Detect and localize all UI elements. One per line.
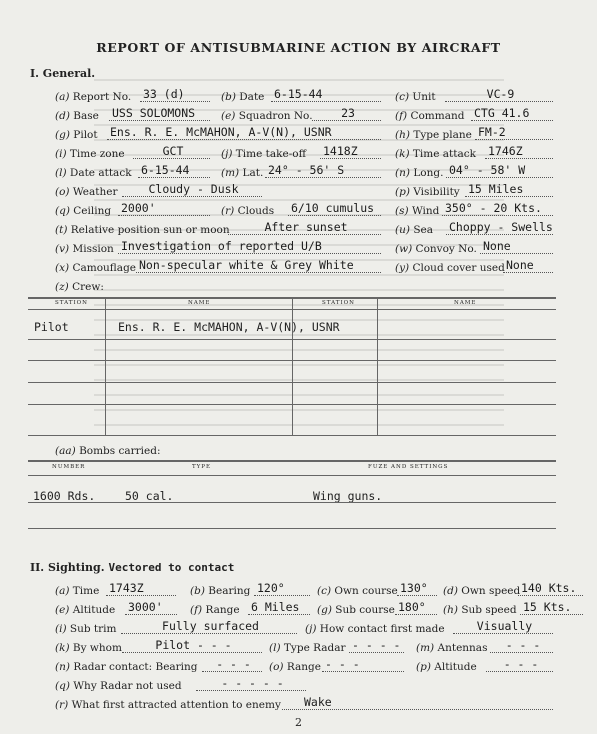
date-label: (b) Date	[221, 91, 265, 103]
altitude-label: (e) Altitude	[55, 604, 116, 616]
own-course-label: (c) Own course	[317, 585, 398, 597]
contact-method-label: (j) How contact first made	[305, 623, 445, 635]
bombs-header-rule	[28, 475, 556, 476]
sea-field[interactable]: Choppy - Swells	[446, 221, 553, 235]
own-speed-field[interactable]: 140 Kts.	[518, 582, 583, 596]
crew-header-name-2: NAME	[454, 300, 477, 306]
type-radar-label: (l) Type Radar	[269, 642, 346, 654]
crew-label: (z) Crew:	[55, 281, 104, 293]
ceiling-label: (q) Ceiling	[55, 205, 112, 217]
time-attack-field[interactable]: 1746Z	[485, 145, 553, 159]
wind-label: (s) Wind	[395, 205, 440, 217]
report-title: REPORT OF ANTISUBMARINE ACTION BY AIRCRAFT	[96, 40, 501, 55]
pilot-label: (g) Pilot	[55, 129, 98, 141]
radar-not-used-field[interactable]: - - - - -	[196, 677, 306, 691]
clouds-field[interactable]: 6/10 cumulus	[288, 202, 381, 216]
camouflage-label: (x) Camouflage	[55, 262, 137, 274]
bearing-field[interactable]: 120°	[254, 582, 310, 596]
altitude-field[interactable]: 3000'	[125, 601, 177, 615]
cloud-cover-field[interactable]: None	[503, 259, 553, 273]
time-zone-label: (i) Time zone	[55, 148, 125, 160]
crew-row-rule	[28, 435, 556, 436]
crew-header-name-1: NAME	[188, 300, 211, 306]
antennas-field[interactable]: - - -	[490, 639, 553, 653]
section-general-heading: I. General.	[30, 67, 96, 80]
sun-moon-label: (t) Relative position sun or moon	[55, 224, 230, 236]
crew-row-rule	[28, 382, 556, 383]
time-takeoff-label: (j) Time take-off	[221, 148, 307, 160]
report-no-field[interactable]: 33 (d)	[140, 88, 210, 102]
command-field[interactable]: CTG 41.6	[471, 107, 553, 121]
sub-course-label: (g) Sub course	[317, 604, 395, 616]
crew-header-station-2: STATION	[322, 300, 355, 306]
weather-field[interactable]: Cloudy - Dusk	[122, 183, 262, 197]
convoy-field[interactable]: None	[480, 240, 553, 254]
bombs-header-type: TYPE	[192, 464, 212, 470]
crew-station-cell: Pilot	[34, 320, 69, 334]
contact-method-field[interactable]: Visually	[453, 620, 553, 634]
mission-field[interactable]: Investigation of reported U/B	[118, 240, 381, 254]
ceiling-field[interactable]: 2000'	[118, 202, 210, 216]
first-attention-field[interactable]: Wake	[282, 696, 553, 710]
crew-col-divider	[377, 297, 378, 436]
command-label: (f) Command	[395, 110, 465, 122]
crew-col-divider	[292, 297, 293, 436]
range-label: (f) Range	[190, 604, 240, 616]
longitude-field[interactable]: 04° - 58' W	[446, 164, 553, 178]
bombs-header-number: NUMBER	[52, 464, 86, 470]
radar-range-field[interactable]: - - -	[322, 658, 404, 672]
crew-name-cell: Ens. R. E. McMAHON, A-V(N), USNR	[118, 320, 340, 334]
bombs-header-fuze: FUZE AND SETTINGS	[368, 464, 449, 470]
sub-course-field[interactable]: 180°	[395, 601, 437, 615]
radar-altitude-label: (p) Altitude	[416, 661, 477, 673]
squadron-field[interactable]: 23	[312, 107, 381, 121]
bombs-fuze-cell: Wing guns.	[313, 489, 383, 503]
date-attack-field[interactable]: 6-15-44	[138, 164, 210, 178]
range-field[interactable]: 6 Miles	[248, 601, 310, 615]
radar-not-used-label: (q) Why Radar not used	[55, 680, 182, 692]
bombs-row-rule	[28, 502, 556, 503]
bombs-type-cell: 50 cal.	[125, 489, 174, 503]
unit-label: (c) Unit	[395, 91, 436, 103]
crew-col-divider	[105, 297, 106, 436]
radar-altitude-field[interactable]: - - -	[486, 658, 553, 672]
date-field[interactable]: 6-15-44	[271, 88, 381, 102]
type-plane-field[interactable]: FM-2	[475, 126, 553, 140]
first-attention-label: (r) What first attracted attention to enemy	[55, 699, 281, 711]
sub-trim-field[interactable]: Fully surfaced	[121, 620, 297, 634]
base-field[interactable]: USS SOLOMONS	[109, 107, 210, 121]
sea-label: (u) Sea	[395, 224, 433, 236]
time-attack-label: (k) Time attack	[395, 148, 476, 160]
squadron-label: (e) Squadron No.	[221, 110, 313, 122]
visibility-label: (p) Visibility	[395, 186, 460, 198]
bombs-row-rule	[28, 528, 556, 529]
time-zone-field[interactable]: GCT	[133, 145, 210, 159]
radar-bearing-label: (n) Radar contact: Bearing	[55, 661, 198, 673]
visibility-field[interactable]: 15 Miles	[465, 183, 553, 197]
crew-row-rule	[28, 339, 556, 340]
sub-speed-field[interactable]: 15 Kts.	[520, 601, 583, 615]
base-label: (d) Base	[55, 110, 99, 122]
section-sighting-heading: II. Sighting. Vectored to contact	[30, 561, 235, 574]
pilot-field[interactable]: Ens. R. E. McMAHON, A-V(N), USNR	[107, 126, 381, 140]
page-number: 2	[295, 716, 302, 729]
weather-label: (o) Weather	[55, 186, 118, 198]
sight-time-field[interactable]: 1743Z	[106, 582, 176, 596]
clouds-label: (r) Clouds	[221, 205, 275, 217]
by-whom-label: (k) By whom	[55, 642, 122, 654]
sub-trim-label: (i) Sub trim	[55, 623, 117, 635]
mission-label: (v) Mission	[55, 243, 114, 255]
antennas-label: (m) Antennas	[416, 642, 488, 654]
bombs-label: (aa) Bombs carried:	[55, 445, 161, 457]
date-attack-label: (l) Date attack	[55, 167, 132, 179]
crew-row-rule	[28, 360, 556, 361]
bearing-label: (b) Bearing	[190, 585, 251, 597]
bombs-table-top-rule	[28, 460, 556, 462]
bombs-number-cell: 1600 Rds.	[33, 489, 96, 503]
sun-moon-field[interactable]: After sunset	[228, 221, 381, 235]
own-speed-label: (d) Own speed	[443, 585, 521, 597]
radar-bearing-field[interactable]: - - -	[202, 658, 262, 672]
sub-speed-label: (h) Sub speed	[443, 604, 517, 616]
unit-field[interactable]: VC-9	[445, 88, 553, 102]
crew-row-rule	[28, 404, 556, 405]
longitude-label: (n) Long.	[395, 167, 444, 179]
latitude-field[interactable]: 24° - 56' S	[265, 164, 381, 178]
latitude-label: (m) Lat.	[221, 167, 264, 179]
report-no-label: (a) Report No.	[55, 91, 132, 103]
own-course-field[interactable]: 130°	[397, 582, 437, 596]
wind-field[interactable]: 350° - 20 Kts.	[442, 202, 553, 216]
cloud-cover-label: (y) Cloud cover used	[395, 262, 505, 274]
type-radar-field[interactable]: - - - -	[349, 639, 404, 653]
convoy-label: (w) Convoy No.	[395, 243, 477, 255]
radar-range-label: (o) Range	[269, 661, 321, 673]
by-whom-field[interactable]: Pilot - - -	[122, 639, 262, 653]
type-plane-label: (h) Type plane	[395, 129, 472, 141]
camouflage-field[interactable]: Non-specular white & Grey White	[136, 259, 381, 273]
time-takeoff-field[interactable]: 1418Z	[320, 145, 381, 159]
crew-header-station-1: STATION	[55, 300, 88, 306]
sight-time-label: (a) Time	[55, 585, 100, 597]
